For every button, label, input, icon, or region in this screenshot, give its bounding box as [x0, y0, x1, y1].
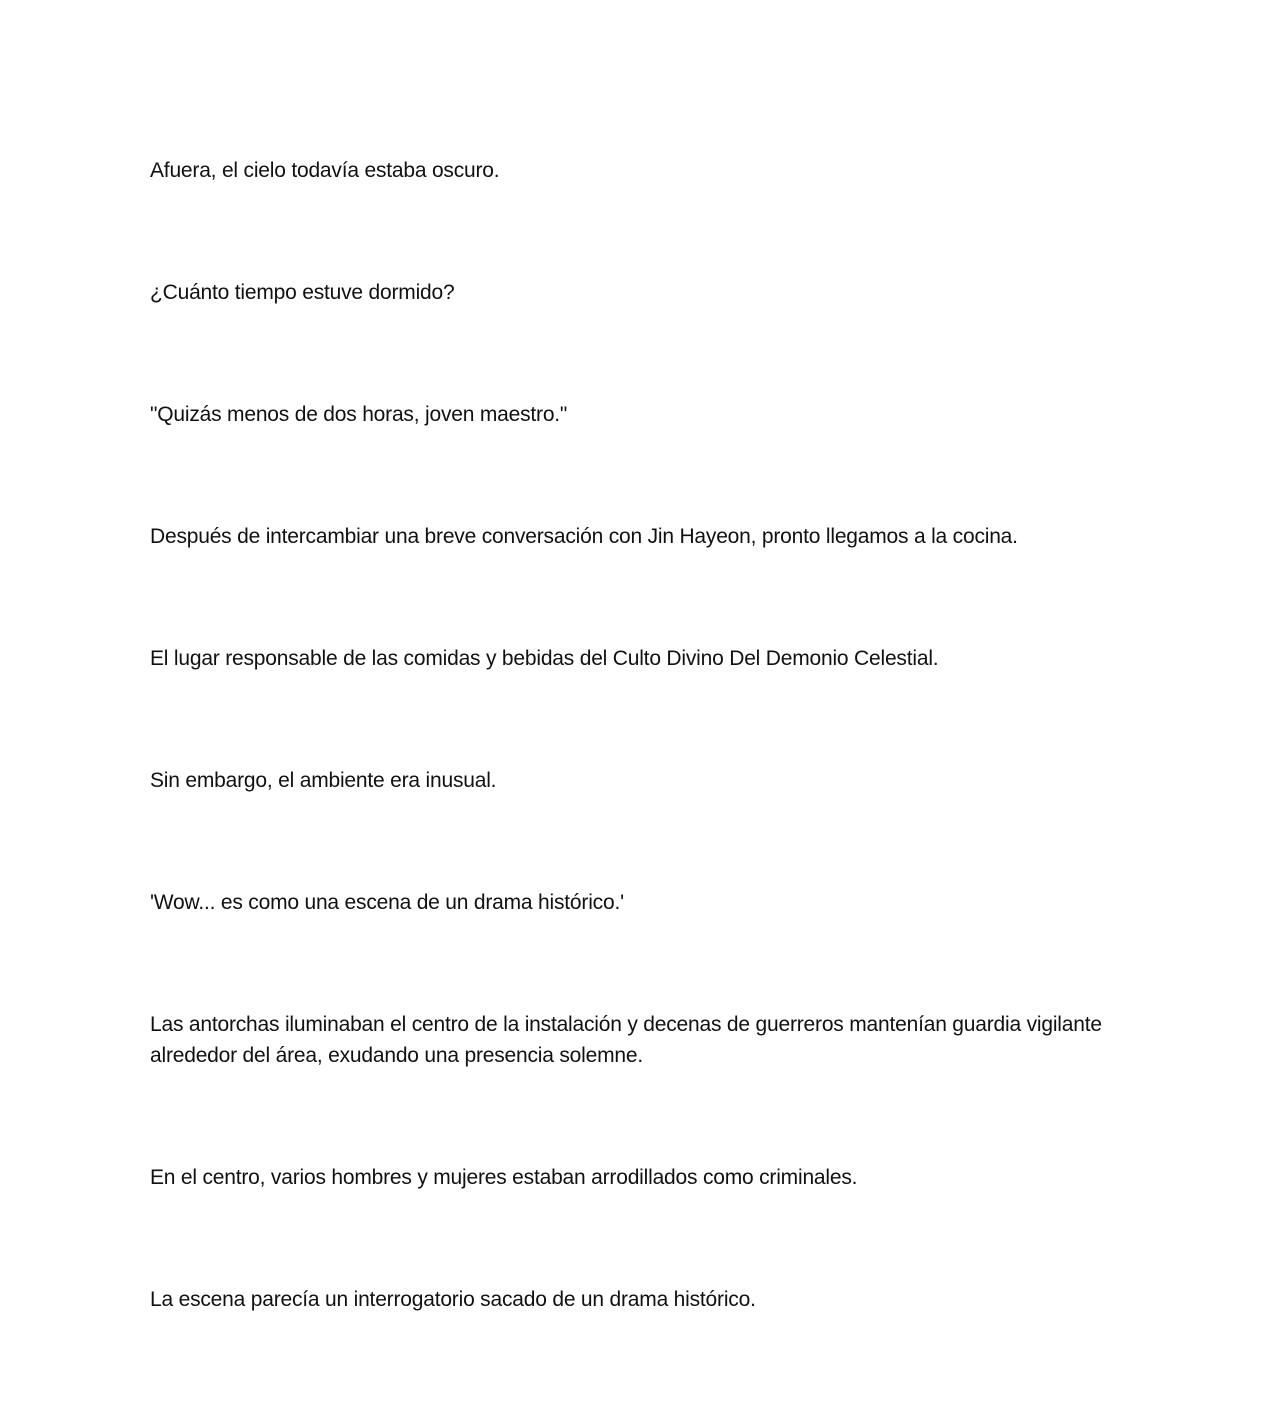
paragraph: La escena parecía un interrogatorio sacado de un drama histórico.: [150, 1288, 756, 1311]
paragraph: Afuera, el cielo todavía estaba oscuro.: [150, 159, 500, 182]
paragraph: Las antorchas iluminaban el centro de la instalación y decenas de guerreros mantenían guardia vigilante alrededor del área, exudando una presencia solemne.: [150, 1013, 1102, 1067]
paragraph: Después de intercambiar una breve conversación con Jin Hayeon, pronto llegamos a la cocina.: [150, 525, 1018, 548]
paragraph: 'Wow... es como una escena de un drama histórico.': [150, 891, 624, 914]
paragraph: Sin embargo, el ambiente era inusual.: [150, 769, 497, 792]
paragraph: En el centro, varios hombres y mujeres estaban arrodillados como criminales.: [150, 1166, 858, 1189]
paragraph: El lugar responsable de las comidas y bebidas del Culto Divino Del Demonio Celestial.: [150, 647, 939, 670]
paragraph: ¿Cuánto tiempo estuve dormido?: [150, 281, 455, 304]
paragraph: "Quizás menos de dos horas, joven maestro.": [150, 403, 568, 426]
